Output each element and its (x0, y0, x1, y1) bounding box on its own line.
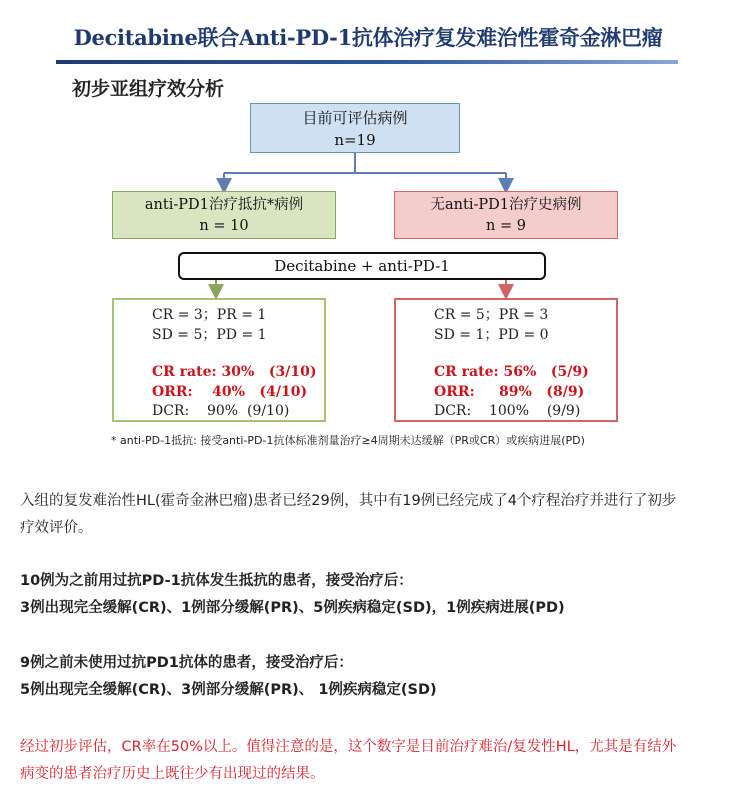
result-orr: ORR: 89% (8/9) (434, 383, 585, 400)
result-dcr: DCR: 100% (9/9) (434, 403, 581, 419)
article-paragraph-conclusion (20, 734, 720, 788)
result-line: SD = 1；PD = 0 (434, 326, 549, 343)
result-line: CR = 3；PR = 1 (152, 307, 267, 323)
paragraph-line: 5例出现完全缓解(CR)、3例部分缓解(PR)、 1例疾病稳定(SD) (20, 682, 437, 698)
paragraph-line: 9例之前未使用过抗PD1抗体的患者，接受治疗后： (20, 655, 353, 671)
paragraph-line: 3例出现完全缓解(CR)、1例部分缓解(PR)、5例疾病稳定(SD)，1例疾病进展(PD) (20, 600, 565, 616)
results-resistant (112, 298, 326, 422)
box-naive-count: n = 9 (486, 218, 526, 234)
box-naive-cases (394, 191, 618, 239)
paragraph-line: 经过初步评估，CR率在50%以上。值得注意的是，这个数字是目前治疗难治/复发性HL，尤其是有结外 (20, 739, 677, 755)
result-cr-rate: CR rate: 56% (5/9) (434, 364, 589, 380)
box-treatment: Decitabine + anti-PD-1 (178, 252, 546, 280)
article-paragraph-resistant (20, 568, 720, 622)
result-line: CR = 5；PR = 3 (434, 307, 549, 323)
slide-figure (56, 8, 678, 460)
box-evaluable-count: n=19 (334, 131, 376, 149)
article-paragraph-intro (20, 488, 720, 542)
result-line: SD = 5；PD = 1 (152, 326, 267, 343)
paragraph-line: 病变的患者治疗历史上既往少有出现过的结果。 (20, 766, 325, 782)
box-evaluable-label: 目前可评估病例 (302, 109, 408, 127)
box-naive-label: 无anti-PD1治疗史病例 (430, 197, 582, 213)
paragraph-line: 入组的复发难治性HL(霍奇金淋巴瘤)患者已经29例，其中有19例已经完成了4个疗程治疗并进行了初步 (20, 493, 677, 509)
slide-footnote: * anti-PD-1抵抗: 接受anti-PD-1抗体标准剂量治疗≥4周期未达缓解（PR或CR）或疾病进展(PD) (111, 434, 585, 447)
box-resistant-label: anti-PD1治疗抵抗*病例 (144, 197, 304, 213)
paragraph-line: 10例为之前用过抗PD-1抗体发生抵抗的患者，接受治疗后： (20, 573, 413, 589)
article-paragraph-naive (20, 650, 720, 704)
paragraph-line: 疗效评价。 (20, 520, 93, 536)
result-orr: ORR: 40% (4/10) (152, 383, 308, 400)
result-cr-rate: CR rate: 30% (3/10) (152, 364, 317, 380)
slide-title: Decitabine联合Anti-PD-1抗体治疗复发难治性霍奇金淋巴瘤 (73, 25, 663, 50)
box-resistant-count: n = 10 (199, 218, 249, 234)
results-naive (394, 298, 618, 422)
result-dcr: DCR: 90% (9/10) (152, 403, 290, 419)
slide-subtitle: 初步亚组疗效分析 (72, 78, 225, 100)
box-evaluable-cases (250, 103, 460, 153)
box-resistant-cases (112, 191, 336, 239)
